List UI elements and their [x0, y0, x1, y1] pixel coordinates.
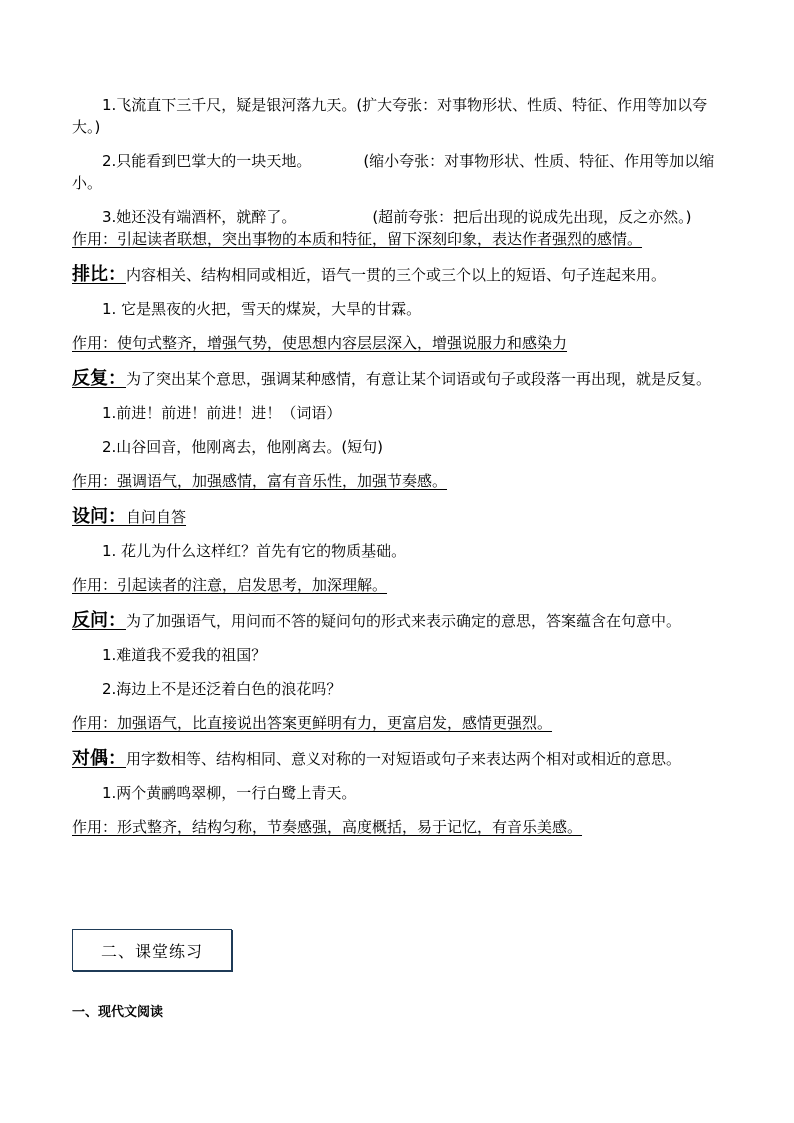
repetition-effect	[72, 470, 722, 492]
parallelism-definition	[72, 264, 722, 286]
parallelism-effect-text: 作用：使句式整齐，增强气势，使思想内容层层深入，增强说服力和感染力	[72, 334, 568, 352]
repetition-definition-text: 为了突出某个意思，强调某种感情，有意让某个词语或句子或段落一再出现，就是反	[126, 370, 682, 388]
repetition-example-2	[72, 436, 722, 458]
sub-heading: 一、现代文阅读	[72, 1005, 164, 1020]
document-body	[72, 94, 722, 838]
rhetorical-example-2-text: 2.海边上不是还泛着白色的浪花吗？	[102, 680, 342, 698]
parallelism-example-1-text: 1. 它是黑夜的火把，雪天的煤炭，大旱的甘霖。	[102, 300, 422, 318]
antithesis-effect	[72, 816, 722, 838]
hyperbole-example-2-text: 2.只能看到巴掌大的一块天地。	[102, 152, 312, 170]
antithesis-effect-text: 作用：形式整齐，结构匀称，节奏感强，高度概括，易于记忆，有音乐美感。	[72, 818, 583, 836]
repetition-example-1	[72, 402, 722, 424]
question-definition-text: 自问自答	[126, 508, 187, 526]
hyperbole-example-2-cont: 以缩小。	[72, 152, 715, 192]
repetition-example-1-text: 1.前进！前进！前进！进！（词语）	[102, 404, 342, 422]
repetition-definition-cont: 复。	[681, 370, 712, 388]
rhetorical-term: 反问：	[72, 610, 126, 631]
repetition-definition	[72, 368, 722, 390]
rhetorical-definition	[72, 610, 722, 632]
hyperbole-example-1-cont: 以夸大。)	[72, 96, 708, 136]
rhetorical-definition-text: 为了加强语气，用问而不答的疑问句的形式来表示确定的意思，答案蕴含在句意中。	[126, 612, 682, 630]
rhetorical-example-1-text: 1.难道我不爱我的祖国？	[102, 646, 267, 664]
section-title: 二、课堂练习	[100, 941, 203, 961]
question-term: 设问：	[72, 506, 126, 527]
antithesis-definition-text: 用字数相等、结构相同、意义对称的一对短语或句子来表达两个相对或相近的意思。	[126, 750, 682, 768]
question-effect-text: 作用：引起读者的注意，启发思考，加深理解。	[72, 576, 388, 594]
repetition-term: 反复：	[72, 368, 126, 389]
hyperbole-example-2-note: (缩小夸张：对事物形状、性质、特征、作用等加	[363, 152, 685, 170]
hyperbole-example-1-text: 1.飞流直下三千尺，疑是银河落九天。(扩大夸张：对事物形状、性质、特征、作用等加	[102, 96, 678, 114]
hyperbole-example-3	[72, 206, 722, 228]
hyperbole-effect	[72, 228, 722, 250]
question-example-1-text: 1. 花儿为什么这样红？首先有它的物质基础。	[102, 542, 407, 560]
antithesis-example-1-text: 1.两个黄鹂鸣翠柳，一行白鹭上青天。	[102, 784, 357, 802]
antithesis-definition	[72, 748, 722, 770]
hyperbole-example-3-text: 3.她还没有端酒杯，就醉了。	[102, 208, 297, 226]
rhetorical-example-2	[72, 678, 722, 700]
question-definition	[72, 506, 722, 528]
hyperbole-example-3-note: (超前夸张：把后出现的说成先出现，反之亦然。)	[372, 208, 692, 226]
rhetorical-effect	[72, 712, 722, 734]
hyperbole-example-1	[72, 94, 722, 138]
section-title-box	[72, 929, 232, 971]
parallelism-definition-text: 内容相关、结构相同或相近，语气一贯的三个或三个以上的短语、句子连起来用。	[126, 266, 667, 284]
hyperbole-example-2	[72, 150, 722, 194]
hyperbole-effect-text: 作用：引起读者联想，突出事物的本质和特征，留下深刻印象，表达作者强烈的感情。	[72, 230, 643, 248]
rhetorical-example-1	[72, 644, 722, 666]
antithesis-example-1	[72, 782, 722, 804]
antithesis-term: 对偶：	[72, 748, 126, 769]
parallelism-example-1	[72, 298, 722, 320]
question-effect	[72, 574, 722, 596]
parallelism-term: 排比：	[72, 264, 126, 285]
rhetorical-effect-text: 作用：加强语气，比直接说出答案更鲜明有力，更富启发，感情更强烈。	[72, 714, 553, 732]
repetition-effect-text: 作用：强调语气，加强感情，富有音乐性，加强节奏感。	[72, 472, 448, 490]
parallelism-effect	[72, 332, 722, 354]
repetition-example-2-text: 2.山谷回音，他刚离去，他刚离去。(短句)	[102, 438, 384, 456]
question-example-1	[72, 540, 722, 562]
